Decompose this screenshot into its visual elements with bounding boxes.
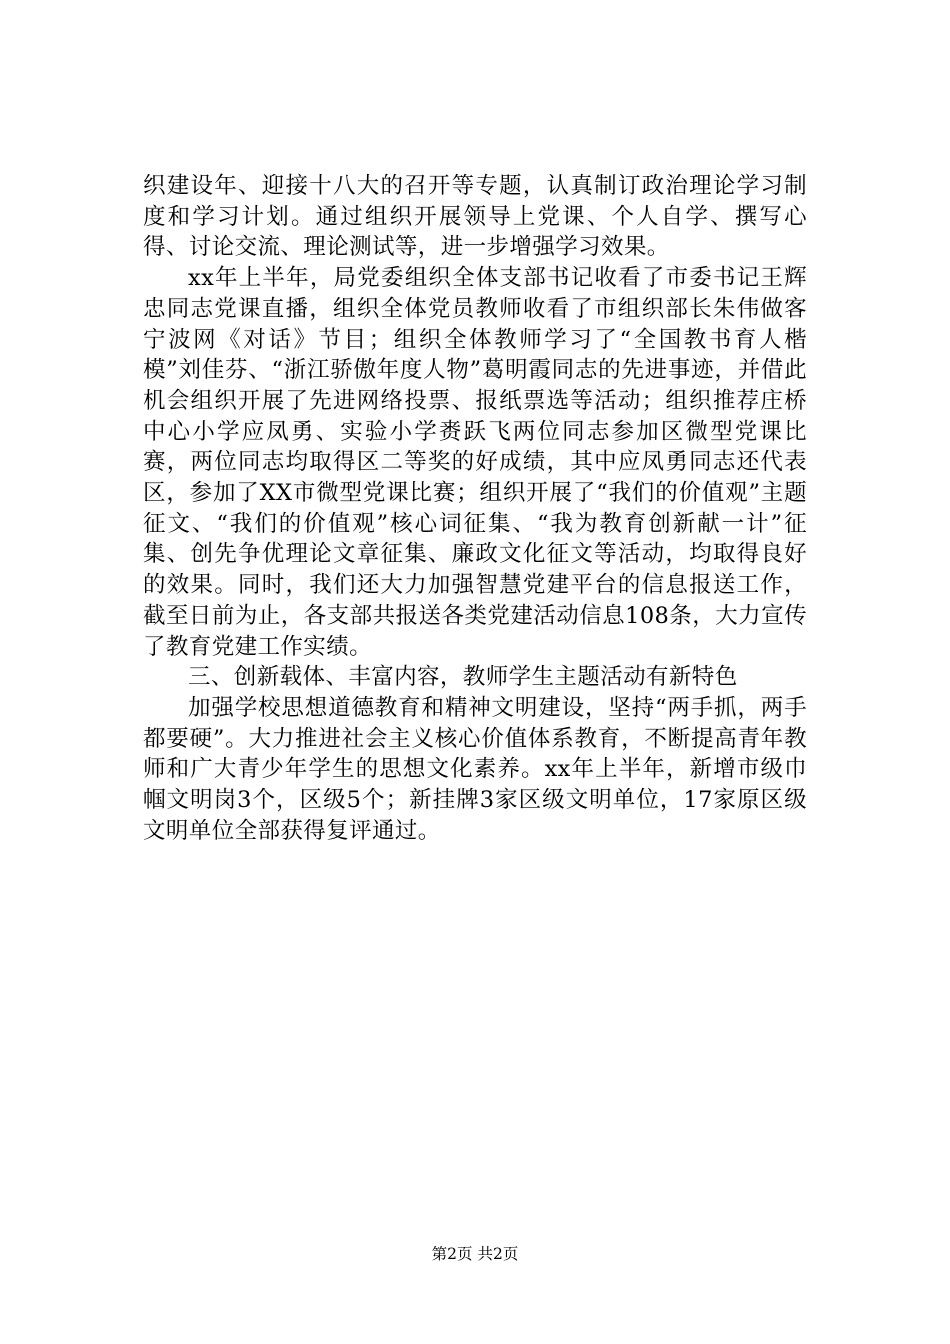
paragraph-first-half-activities: xx年上半年，局党委组织全体支部书记收看了市委书记王辉忠同志党课直播，组织全体党员教师收看了市组织部长朱伟做客宁波网《对话》节目；组织全体教师学习了“全国教书育人楷模”刘佳芬、“浙江骄傲年度人物”葛明霞同志的先进事迹，并借此机会组织开展了先进网络投票、报纸票选等活动；组织推荐庄桥中心小学应凤勇、实验小学赉跃飞两位同志参加区微型党课比赛，两位同志均取得区二等奖的好成绩，其中应凤勇同志还代表区，参加了XX市微型党课比赛；组织开展了“我们的价值观”主题征文、“我们的价值观”核心词征集、“我为教育创新献一计”征集、创先争优理论文章征集、廉政文化征文等活动，均取得良好的效果。同时，我们还大力加强智慧党建平台的信息报送工作，截至日前为止，各支部共报送各类党建活动信息108条，大力宣传了教育党建工作实绩。 <box>143 265 807 660</box>
document-body <box>143 171 807 846</box>
section-heading-3: 三、创新载体、丰富内容，教师学生主题活动有新特色 <box>188 664 738 691</box>
paragraph-study-plan: 织建设年、迎接十八大的召开等专题，认真制订政治理论学习制度和学习计划。通过组织开展领导上党课、个人自学、撰写心得、讨论交流、理论测试等，进一步增强学习效果。 <box>143 173 807 261</box>
paragraph-moral-education: 加强学校思想道德教育和精神文明建设，坚持“两手抓，两手都要硬”。大力推进社会主义核心价值体系教育，不断提高青年教师和广大青少年学生的思想文化素养。xx年上半年，新增市级巾帼文明岗3个，区级5个；新挂牌3家区级文明单位，17家原区级文明单位全部获得复评通过。 <box>143 694 807 844</box>
page-number-footer: 第2页 共2页 <box>431 1245 519 1263</box>
